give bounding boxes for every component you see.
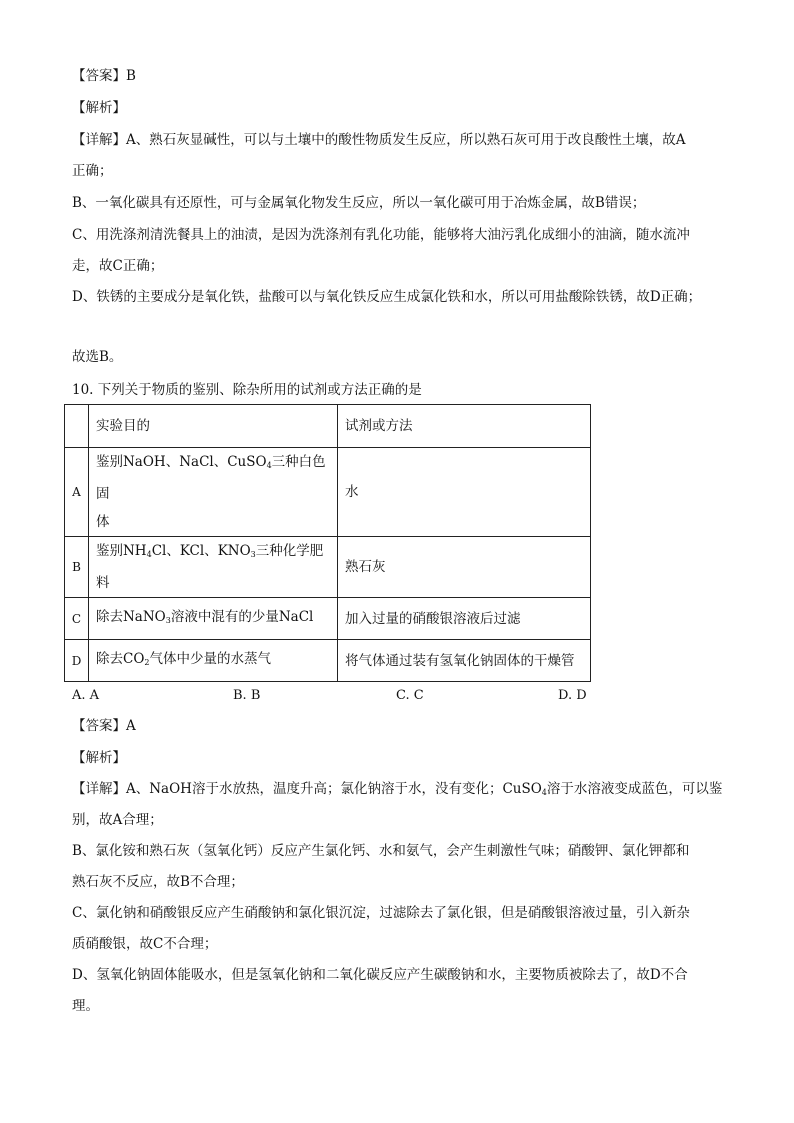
q10-table	[64, 404, 591, 682]
row-label: D	[65, 640, 89, 682]
q9-analysis-heading: 【解析】	[72, 100, 126, 116]
q9-detail-c-line2: 走，故C正确；	[72, 258, 164, 274]
table-row	[65, 640, 591, 682]
q10-detail-b-line1: B、氯化铵和熟石灰（氢氧化钙）反应产生氯化钙、水和氨气，会产生刺激性气味；硝酸钾、氯化钾都和	[72, 843, 690, 859]
table-header-blank	[65, 405, 89, 448]
option-a: A. A	[72, 688, 100, 703]
q10-detail-d-line2: 理。	[72, 998, 99, 1014]
q10-detail-b-line2: 熟石灰不反应，故B不合理；	[72, 874, 244, 890]
row-method: 熟石灰	[338, 537, 591, 598]
q10-detail-c-line1: C、氯化钠和硝酸银反应产生硝酸钠和氯化银沉淀，过滤除去了氯化银，但是硝酸银溶液过量，引入新杂	[72, 905, 690, 921]
table-row	[65, 537, 591, 598]
q10-analysis-heading: 【解析】	[72, 750, 126, 766]
row-label: B	[65, 537, 89, 598]
row-label: A	[65, 448, 89, 537]
q10-detail-c-line2: 质硝酸银，故C不合理；	[72, 936, 218, 952]
row-purpose: 除去$CO_2$气体中少量的水蒸气	[89, 640, 338, 682]
table-row	[65, 448, 591, 537]
option-c: C. C	[396, 688, 424, 703]
option-b: B. B	[233, 688, 261, 703]
q9-detail-c-line1: C、用洗涤剂清洗餐具上的油渍，是因为洗涤剂有乳化功能，能够将大油污乳化成细小的油滴，随水流冲	[72, 227, 690, 243]
q9-detail-d: D、铁锈的主要成分是氧化铁，盐酸可以与氧化铁反应生成氯化铁和水，所以可用盐酸除铁锈，故D正确；	[72, 289, 702, 305]
row-purpose: 鉴别NaOH、NaCl、CuSO$_4$三种白色固 体	[89, 448, 338, 537]
table-row	[65, 598, 591, 640]
option-d: D. D	[558, 688, 587, 703]
table-header-row	[65, 405, 591, 448]
row-method: 加入过量的硝酸银溶液后过滤	[338, 598, 591, 640]
row-label: C	[65, 598, 89, 640]
table-header-purpose: 实验目的	[89, 405, 338, 448]
q10-detail-a-line1: 【详解】A、NaOH溶于水放热，温度升高；氯化钠溶于水，没有变化；CuSO$_4$溶于水溶液变成蓝色，可以鉴	[72, 781, 723, 797]
q9-answer: 【答案】B	[72, 68, 136, 84]
q9-detail-a-line2: 正确；	[72, 163, 113, 179]
q10-answer: 【答案】A	[72, 718, 136, 734]
q9-detail-b: B、一氧化碳具有还原性，可与金属氧化物发生反应，所以一氧化碳可用于冶炼金属，故B错误；	[72, 195, 646, 211]
row-purpose: 鉴别$NH_4Cl$、KCl、$KNO_3$三种化学肥料	[89, 537, 338, 598]
q9-detail-a-line1: 【详解】A、熟石灰显碱性，可以与土壤中的酸性物质发生反应，所以熟石灰可用于改良酸性土壤，故A	[72, 132, 686, 148]
row-purpose: 除去NaNO$_3$溶液中混有的少量NaCl	[89, 598, 338, 640]
q10-detail-d-line1: D、氢氧化钠固体能吸水，但是氢氧化钠和二氧化碳反应产生碳酸钠和水，主要物质被除去了，故D不合	[72, 967, 688, 983]
row-method: 水	[338, 448, 591, 537]
q10-detail-a-line2: 别，故A合理；	[72, 812, 163, 828]
q9-conclusion: 故选B。	[72, 349, 123, 365]
q10-question: 10. 下列关于物质的鉴别、除杂所用的试剂或方法正确的是	[72, 382, 422, 398]
row-method: 将气体通过装有氢氧化钠固体的干燥管	[338, 640, 591, 682]
table-header-method: 试剂或方法	[338, 405, 591, 448]
